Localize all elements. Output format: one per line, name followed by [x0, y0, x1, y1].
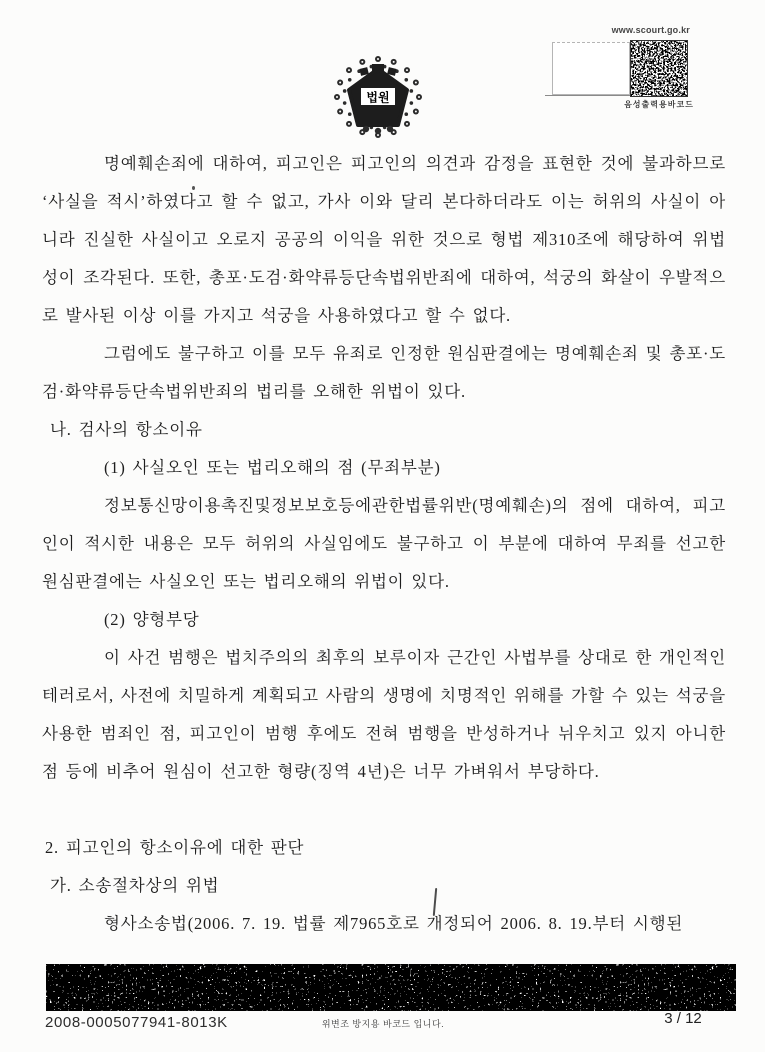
heading-prosecutor-appeal: 나. 검사의 항소이유: [50, 420, 203, 439]
heading-procedural-violation: 가. 소송절차상의 위법: [50, 876, 220, 895]
court-website-url: www.scourt.go.kr: [611, 25, 690, 35]
paragraph-sentencing-argument: 이 사건 범행은 법치주의의 최후의 보루이자 근간인 사법부를 상대로 한 개인적인 테러로서, 사전에 치밀하게 계획되고 사람의 생명에 치명적인 위해를 가할 수 있는 석궁을 사용한 범죄인 점, 피고인이 범행 후에도 전혀 범행을 반성하거나 뉘우치고 있지 아니한 점 등에 비추어 원심이 선고한 형량(징역 4년)은 너무 가벼워서 부당하다.: [42, 648, 726, 781]
document-number: 2008-0005077941-8013K: [45, 1014, 228, 1031]
voice-barcode-caption: 음성출력용바코드: [624, 100, 694, 109]
court-seal-emblem: [332, 55, 424, 143]
voice-output-barcode-icon: [630, 40, 688, 97]
heading-section-2: 2. 피고인의 항소이유에 대한 판단: [45, 838, 305, 857]
page-number: 3 / 12: [664, 1010, 702, 1027]
heading-sentencing: (2) 양형부당: [104, 610, 200, 629]
paragraph-acquittal-argument: 정보통신망이용촉진및정보보호등에관한법률위반(명예훼손)의 점에 대하여, 피고인이 적시한 내용은 모두 허위의 사실임에도 불구하고 이 부분에 대하여 무죄를 선고한 원심판결에는 사실오인 또는 법리오해의 위법이 있다.: [42, 496, 726, 591]
court-seal: [332, 55, 424, 143]
paragraph-error-of-law: 그럼에도 불구하고 이를 모두 유죄로 인정한 원심판결에는 명예훼손죄 및 총포·도검·화약류등단속법위반죄의 법리를 오해한 위법이 있다.: [42, 344, 726, 401]
court-seal-label: 법원: [366, 90, 390, 105]
anti-forgery-caption: 위변조 방지용 바코드 입니다.: [321, 1019, 445, 1029]
anti-forgery-barcode: [46, 964, 736, 1011]
heading-fact-error: (1) 사실오인 또는 법리오해의 점 (무죄부분): [104, 458, 441, 477]
paragraph-criminal-procedure-act: 형사소송법(2006. 7. 19. 법률 제7965호로 개정되어 2006. 8. 19.부터 시행된: [104, 914, 684, 933]
scan-artifact-dot: [192, 186, 195, 190]
judgment-body: [42, 145, 726, 943]
paragraph-defamation-argument: 명예훼손죄에 대하여, 피고인은 피고인의 의견과 감정을 표현한 것에 불과하므로 ‘사실을 적시’하였다고 할 수 없고, 가사 이와 달리 본다하더라도 이는 허위의 사실이 아니라 진실한 사실이고 오로지 공공의 이익을 위한 것으로 형법 제310조에 해당하여 위법성이 조각된다. 또한, 총포·도검·화약류등단속법위반죄에 대하여, 석궁의 화살이 우발적으로 발사된 이상 이를 가지고 석궁을 사용하였다고 할 수 없다.: [42, 154, 726, 325]
scan-area-box: [552, 42, 630, 95]
